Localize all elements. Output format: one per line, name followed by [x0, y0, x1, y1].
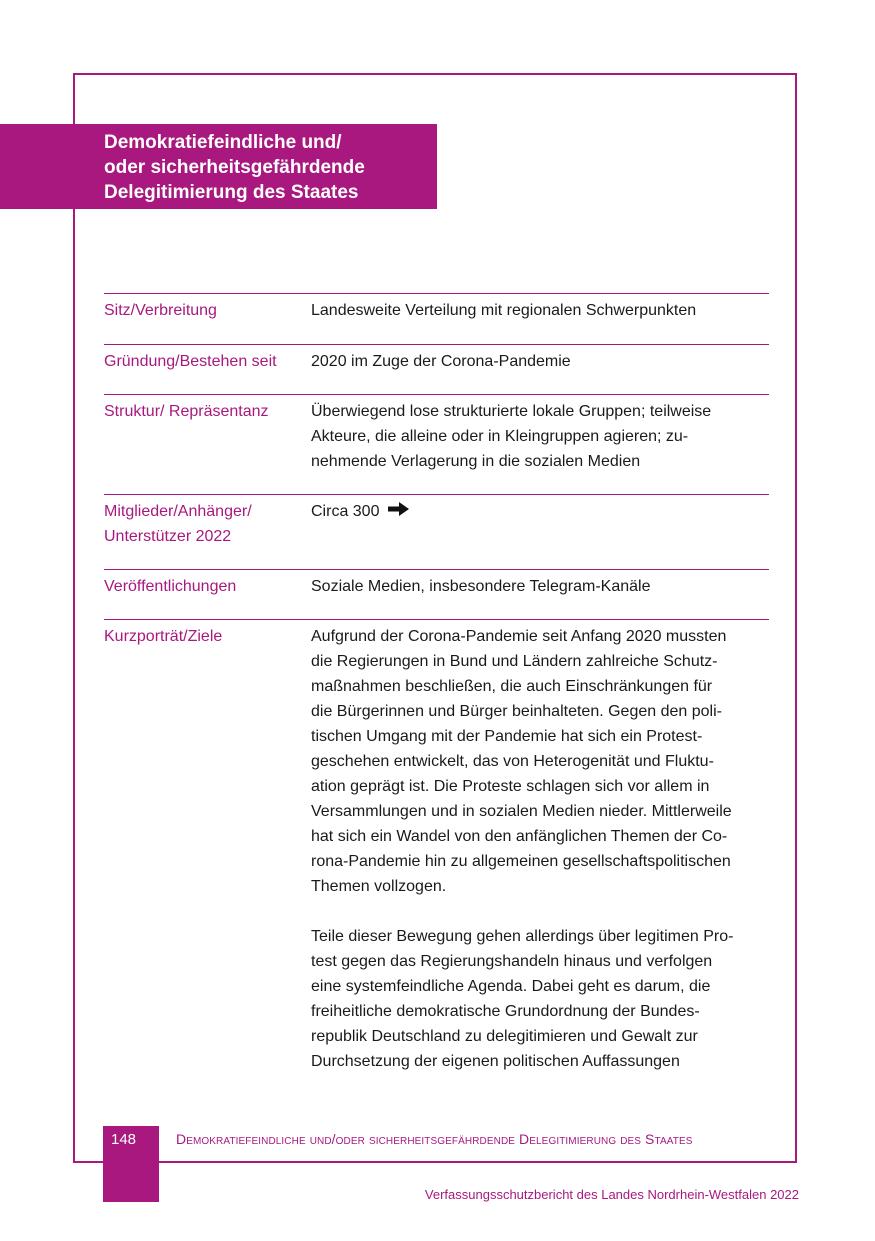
- paragraph-gap: [311, 899, 769, 924]
- paragraph-line: rona-Pandemie hin zu allgemeinen gesellschaftspolitischen: [311, 853, 731, 870]
- fact-row-struktur: [104, 394, 769, 494]
- paragraph-line: maßnahmen beschließen, die auch Einschränkungen für: [311, 678, 713, 695]
- fact-row-gruendung: [104, 344, 769, 394]
- fact-row-veroeffentlichungen: [104, 569, 769, 619]
- fact-label: [104, 574, 311, 619]
- fact-row-mitglieder: [104, 494, 769, 569]
- fact-label-line: Sitz/Verbreitung: [104, 302, 217, 319]
- section-title-line: oder sicherheitsgefährdende: [104, 157, 365, 178]
- paragraph-line: Aufgrund der Corona-Pandemie seit Anfang 2020 mussten: [311, 628, 727, 645]
- fact-value-line: 2020 im Zuge der Corona-Pandemie: [311, 353, 571, 370]
- paragraph-line: hat sich ein Wandel von den anfänglichen Themen der Co-: [311, 828, 728, 845]
- fact-value: [311, 624, 769, 1074]
- fact-label: [104, 399, 311, 494]
- fact-label-line: Struktur/ Repräsentanz: [104, 403, 269, 420]
- paragraph-line: die Bürgerinnen und Bürger beinhalteten. Gegen den poli-: [311, 703, 722, 720]
- fact-label: [104, 298, 311, 344]
- fact-value-line: Landesweite Verteilung mit regionalen Schwerpunkten: [311, 302, 697, 319]
- fact-label: [104, 499, 311, 569]
- fact-label-line: Unterstützer 2022: [104, 528, 232, 545]
- fact-value: [311, 399, 769, 494]
- paragraph-line: Versammlungen und in sozialen Medien nieder. Mittlerweile: [311, 803, 732, 820]
- fact-label: [104, 624, 311, 1074]
- fact-value-line: Überwiegend lose strukturierte lokale Gruppen; teilweise: [311, 403, 712, 420]
- running-title: Demokratiefeindliche und/oder sicherheitsgefährdende Delegitimierung des Staates: [176, 1131, 693, 1147]
- paragraph-line: test gegen das Regierungshandeln hinaus und verfolgen: [311, 953, 713, 970]
- arrow-right-icon: [388, 499, 409, 524]
- paragraph-line: freiheitliche demokratische Grundordnung der Bundes-: [311, 1003, 700, 1020]
- paragraph-line: republik Deutschland zu delegitimieren und Gewalt zur: [311, 1028, 698, 1045]
- paragraph: [311, 624, 769, 899]
- paragraph-line: die Regierungen in Bund und Ländern zahlreiche Schutz-: [311, 653, 718, 670]
- fact-table: [104, 293, 769, 1074]
- fact-value-line: [311, 499, 769, 524]
- fact-value: [311, 499, 769, 569]
- paragraph-line: ation geprägt ist. Die Proteste schlagen sich vor allem in: [311, 778, 710, 795]
- fact-label: [104, 349, 311, 394]
- page-number: 148: [111, 1131, 137, 1148]
- paragraph-line: Themen vollzogen.: [311, 878, 447, 895]
- paragraph-line: Teile dieser Bewegung gehen allerdings über legitimen Pro-: [311, 928, 734, 945]
- fact-label-line: Mitglieder/Anhänger/: [104, 503, 252, 520]
- fact-label-line: Gründung/Bestehen seit: [104, 353, 277, 370]
- fact-label-line: Kurzporträt/Ziele: [104, 628, 223, 645]
- paragraph-line: eine systemfeindliche Agenda. Dabei geht es darum, die: [311, 978, 711, 995]
- section-title-line: Delegitimierung des Staates: [104, 182, 359, 203]
- paragraph-line: tischen Umgang mit der Pandemie hat sich ein Protest-: [311, 728, 703, 745]
- section-title-box: [0, 124, 437, 209]
- fact-value-line: Akteure, die alleine oder in Kleingruppen agieren; zu-: [311, 428, 689, 445]
- fact-value: [311, 298, 769, 344]
- fact-value: [311, 349, 769, 394]
- fact-value-line: nehmende Verlagerung in die sozialen Medien: [311, 453, 641, 470]
- fact-row-sitz: [104, 293, 769, 344]
- fact-label-line: Veröffentlichungen: [104, 578, 237, 595]
- paragraph: [311, 924, 769, 1074]
- fact-value-line: Soziale Medien, insbesondere Telegram-Kanäle: [311, 578, 651, 595]
- report-source: Verfassungsschutzbericht des Landes Nordrhein-Westfalen 2022: [424, 1187, 799, 1202]
- fact-value: [311, 574, 769, 619]
- paragraph-line: geschehen entwickelt, das von Heterogenität und Fluktu-: [311, 753, 714, 770]
- paragraph-line: Durchsetzung der eigenen politischen Auffassungen: [311, 1053, 680, 1070]
- fact-row-kurzportraet: [104, 619, 769, 1074]
- section-title-line: Demokratiefeindliche und/: [104, 132, 342, 153]
- member-count: Circa 300: [311, 503, 380, 520]
